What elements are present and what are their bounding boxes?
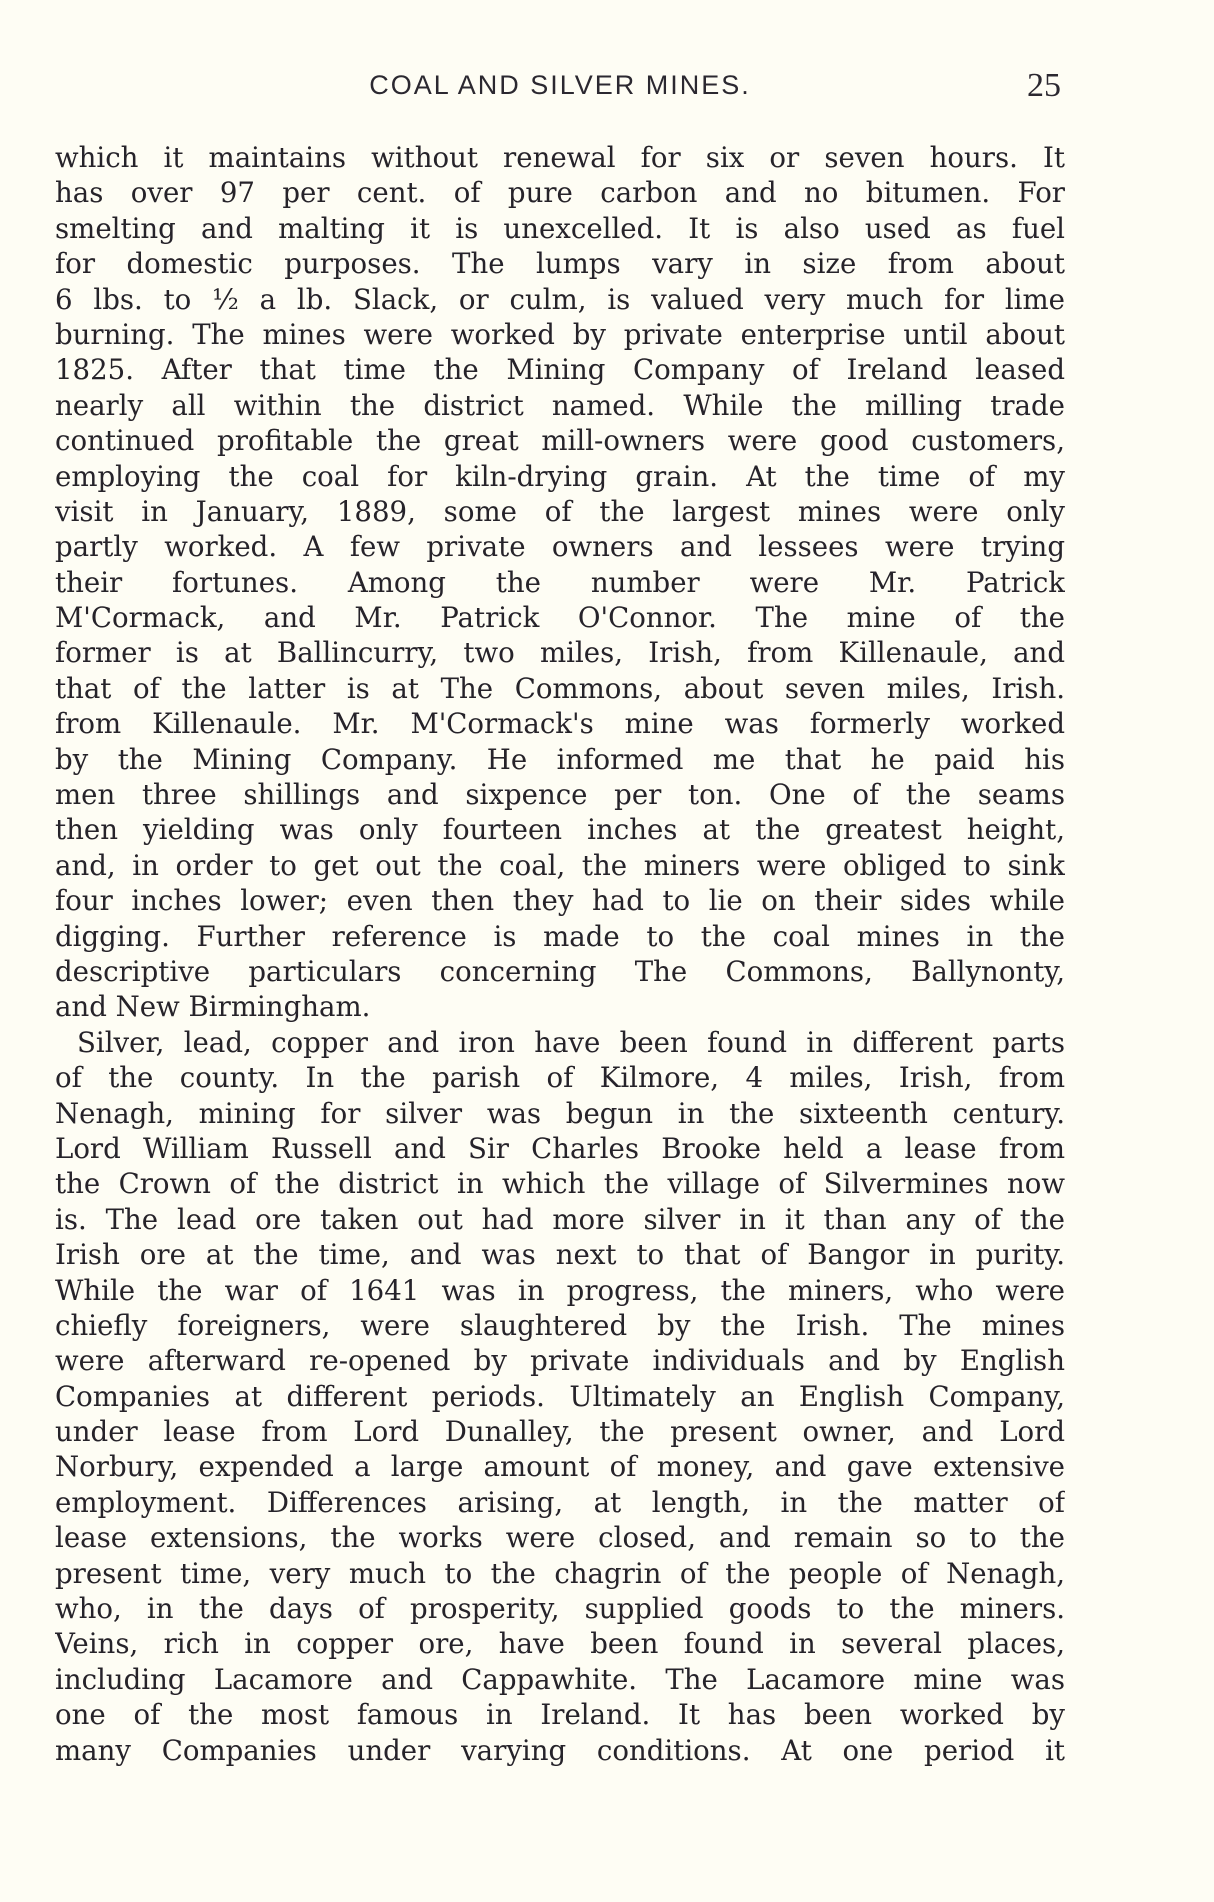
text-line: one of the most famous in Ireland. It has been worked by — [55, 1698, 1065, 1732]
text-line: the Crown of the district in which the village of Silvermines now — [55, 1167, 1065, 1201]
text-line: under lease from Lord Dunalley, the present owner, and Lord — [55, 1415, 1065, 1449]
text-line: employment. Differences arising, at length, in the matter of — [55, 1485, 1065, 1519]
text-line: then yielding was only fourteen inches at the greatest height, — [55, 813, 1065, 847]
text-line: nearly all within the district named. While the milling trade — [55, 388, 1065, 422]
text-line: M'Cormack, and Mr. Patrick O'Connor. The mine of the — [55, 601, 1065, 635]
text-line: descriptive particulars concerning The Commons, Ballynonty, — [55, 954, 1065, 988]
text-line: smelting and malting it is unexcelled. It is also used as fuel — [55, 211, 1065, 245]
text-line: and, in order to get out the coal, the miners were obliged to sink — [55, 848, 1065, 882]
text-line: men three shillings and sixpence per ton. One of the seams — [55, 778, 1065, 812]
text-line: has over 97 per cent. of pure carbon and no bitumen. For — [55, 176, 1065, 210]
running-title: COAL AND SILVER MINES. — [369, 70, 751, 100]
text-line: by the Mining Company. He informed me that he paid his — [55, 742, 1065, 776]
text-line: that of the latter is at The Commons, about seven miles, Irish. — [55, 671, 1065, 705]
text-line: Norbury, expended a large amount of money, and gave extensive — [55, 1450, 1065, 1484]
text-line: former is at Ballincurry, two miles, Irish, from Killenaule, and — [55, 636, 1065, 670]
text-line: who, in the days of prosperity, supplied goods to the miners. — [55, 1592, 1065, 1626]
text-line: of the county. In the parish of Kilmore, 4 miles, Irish, from — [55, 1061, 1065, 1095]
text-line: lease extensions, the works were closed, and remain so to the — [55, 1521, 1065, 1555]
text-line: visit in January, 1889, some of the largest mines were only — [55, 494, 1065, 528]
text-line: including Lacamore and Cappawhite. The Lacamore mine was — [55, 1662, 1065, 1696]
text-line: Irish ore at the time, and was next to that of Bangor in purity. — [55, 1238, 1065, 1272]
text-line: burning. The mines were worked by private enterprise until about — [55, 317, 1065, 351]
text-line: and New Birmingham. — [55, 990, 371, 1024]
text-line: is. The lead ore taken out had more silver in it than any of the — [55, 1202, 1065, 1236]
text-line: Companies at different periods. Ultimately an English Company, — [55, 1379, 1065, 1413]
text-line: 1825. After that time the Mining Company of Ireland leased — [55, 353, 1065, 387]
text-line: many Companies under varying conditions. At one period it — [55, 1733, 1065, 1767]
text-line: employing the coal for kiln-drying grain. At the time of my — [55, 459, 1065, 493]
text-line: Silver, lead, copper and iron have been found in different parts — [77, 1025, 1065, 1059]
text-line: Veins, rich in copper ore, have been found in several places, — [55, 1627, 1065, 1661]
page-number: 25 — [1027, 67, 1061, 104]
running-head — [55, 67, 1065, 110]
text-line: from Killenaule. Mr. M'Cormack's mine was formerly worked — [55, 707, 1065, 741]
text-line: for domestic purposes. The lumps vary in size from about — [55, 247, 1065, 281]
text-line: partly worked. A few private owners and lessees were trying — [55, 530, 1065, 564]
text-line: 6 lbs. to ½ a lb. Slack, or culm, is valued very much for lime — [55, 282, 1065, 316]
text-line: digging. Further reference is made to the coal mines in the — [55, 919, 1065, 953]
text-line: four inches lower; even then they had to lie on their sides while — [55, 884, 1065, 918]
text-line: their fortunes. Among the number were Mr. Patrick — [55, 565, 1065, 599]
text-line: Lord William Russell and Sir Charles Brooke held a lease from — [55, 1131, 1065, 1165]
text-line: which it maintains without renewal for six or seven hours. It — [55, 141, 1065, 174]
text-line: were afterward re-opened by private individuals and by English — [55, 1344, 1065, 1378]
text-line: present time, very much to the chagrin of the people of Nenagh, — [55, 1556, 1065, 1590]
text-line: chiefly foreigners, were slaughtered by the Irish. The mines — [55, 1308, 1065, 1342]
text-line: While the war of 1641 was in progress, the miners, who were — [55, 1273, 1065, 1307]
body-text — [55, 140, 1065, 1768]
text-line: continued profitable the great mill-owners were good customers, — [55, 424, 1065, 458]
text-line: Nenagh, mining for silver was begun in the sixteenth century. — [55, 1096, 1065, 1130]
